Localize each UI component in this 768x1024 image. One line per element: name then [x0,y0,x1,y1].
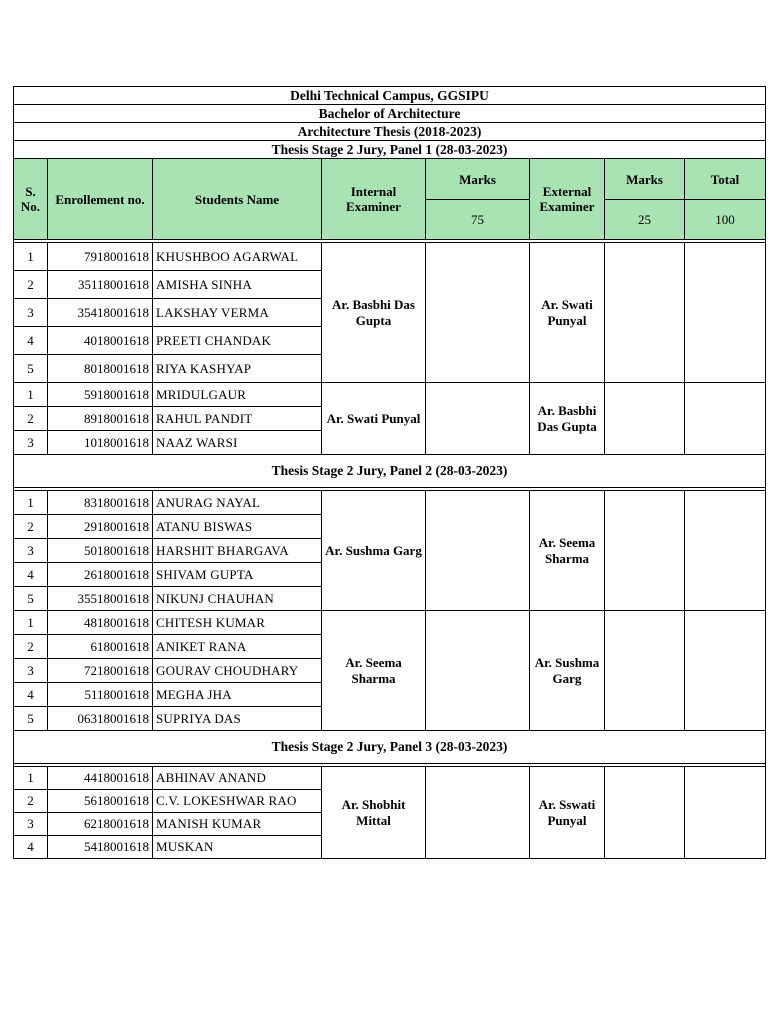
col-marks-external: Marks [605,159,685,200]
jury-marks-sheet [13,86,766,859]
student-name: RAHUL PANDIT [153,407,322,431]
table-row [14,243,766,271]
panel-2-title: Thesis Stage 2 Jury, Panel 2 (28-03-2023) [14,455,766,488]
col-external-examiner: External Examiner [530,159,605,240]
col-enrollment: Enrollement no. [48,159,153,240]
enrollment-number: 06318001618 [48,707,153,731]
total-marks-cell [685,383,766,455]
enrollment-number: 5918001618 [48,383,153,407]
institute-title: Delhi Technical Campus, GGSIPU [14,87,766,105]
serial-number: 4 [14,563,48,587]
total-max: 100 [685,200,766,240]
external-marks-cell [605,767,685,859]
program-title: Bachelor of Architecture [14,105,766,123]
student-name: KHUSHBOO AGARWAL [153,243,322,271]
enrollment-number: 4818001618 [48,611,153,635]
enrollment-number: 5618001618 [48,790,153,813]
enrollment-number: 35118001618 [48,271,153,299]
external-marks-cell [605,491,685,611]
internal-marks-cell [426,611,530,731]
enrollment-number: 6218001618 [48,813,153,836]
student-name: MRIDULGAUR [153,383,322,407]
external-marks-cell [605,611,685,731]
external-examiner: Ar. Sswati Punyal [530,767,605,859]
external-examiner: Ar. Swati Punyal [530,243,605,383]
enrollment-number: 7218001618 [48,659,153,683]
enrollment-number: 7918001618 [48,243,153,271]
serial-number: 1 [14,767,48,790]
total-marks-cell [685,767,766,859]
enrollment-number: 4418001618 [48,767,153,790]
internal-examiner: Ar. Shobhit Mittal [322,767,426,859]
serial-number: 5 [14,707,48,731]
col-internal-examiner: Internal Examiner [322,159,426,240]
enrollment-number: 2618001618 [48,563,153,587]
internal-marks-cell [426,383,530,455]
enrollment-number: 8018001618 [48,355,153,383]
enrollment-number: 35518001618 [48,587,153,611]
external-examiner: Ar. Sushma Garg [530,611,605,731]
serial-number: 5 [14,587,48,611]
student-name: MEGHA JHA [153,683,322,707]
serial-number: 3 [14,431,48,455]
total-marks-cell [685,243,766,383]
external-examiner: Ar. Seema Sharma [530,491,605,611]
table-row [14,491,766,515]
table-row [14,383,766,407]
enrollment-number: 1018001618 [48,431,153,455]
enrollment-number: 5418001618 [48,836,153,859]
col-student-name: Students Name [153,159,322,240]
internal-marks-cell [426,243,530,383]
col-marks-internal: Marks [426,159,530,200]
col-total: Total [685,159,766,200]
serial-number: 1 [14,383,48,407]
student-name: NAAZ WARSI [153,431,322,455]
serial-number: 2 [14,271,48,299]
panel-1-title: Thesis Stage 2 Jury, Panel 1 (28-03-2023) [14,141,766,159]
student-name: RIYA KASHYAP [153,355,322,383]
external-marks-cell [605,383,685,455]
panel-3-title: Thesis Stage 2 Jury, Panel 3 (28-03-2023) [14,731,766,764]
serial-number: 1 [14,243,48,271]
serial-number: 3 [14,659,48,683]
course-title: Architecture Thesis (2018-2023) [14,123,766,141]
student-name: ABHINAV ANAND [153,767,322,790]
serial-number: 3 [14,539,48,563]
student-name: MUSKAN [153,836,322,859]
internal-examiner: Ar. Seema Sharma [322,611,426,731]
external-examiner: Ar. Basbhi Das Gupta [530,383,605,455]
serial-number: 2 [14,515,48,539]
marks-external-max: 25 [605,200,685,240]
student-name: ANURAG NAYAL [153,491,322,515]
total-marks-cell [685,491,766,611]
table-row [14,767,766,790]
serial-number: 1 [14,611,48,635]
student-name: CHITESH KUMAR [153,611,322,635]
student-name: LAKSHAY VERMA [153,299,322,327]
enrollment-number: 2918001618 [48,515,153,539]
student-name: ATANU BISWAS [153,515,322,539]
student-name: NIKUNJ CHAUHAN [153,587,322,611]
student-name: MANISH KUMAR [153,813,322,836]
marks-internal-max: 75 [426,200,530,240]
serial-number: 5 [14,355,48,383]
serial-number: 2 [14,407,48,431]
serial-number: 3 [14,813,48,836]
enrollment-number: 618001618 [48,635,153,659]
student-name: ANIKET RANA [153,635,322,659]
student-name: AMISHA SINHA [153,271,322,299]
student-name: C.V. LOKESHWAR RAO [153,790,322,813]
student-name: PREETI CHANDAK [153,327,322,355]
internal-examiner: Ar. Basbhi Das Gupta [322,243,426,383]
enrollment-number: 4018001618 [48,327,153,355]
student-name: SUPRIYA DAS [153,707,322,731]
internal-examiner: Ar. Sushma Garg [322,491,426,611]
serial-number: 4 [14,836,48,859]
enrollment-number: 8918001618 [48,407,153,431]
enrollment-number: 8318001618 [48,491,153,515]
external-marks-cell [605,243,685,383]
serial-number: 1 [14,491,48,515]
serial-number: 3 [14,299,48,327]
serial-number: 4 [14,683,48,707]
student-name: GOURAV CHOUDHARY [153,659,322,683]
student-name: HARSHIT BHARGAVA [153,539,322,563]
total-marks-cell [685,611,766,731]
serial-number: 4 [14,327,48,355]
serial-number: 2 [14,635,48,659]
serial-number: 2 [14,790,48,813]
internal-marks-cell [426,767,530,859]
col-sno: S. No. [14,159,48,240]
student-name: SHIVAM GUPTA [153,563,322,587]
enrollment-number: 5018001618 [48,539,153,563]
internal-examiner: Ar. Swati Punyal [322,383,426,455]
table-row [14,611,766,635]
internal-marks-cell [426,491,530,611]
enrollment-number: 5118001618 [48,683,153,707]
enrollment-number: 35418001618 [48,299,153,327]
